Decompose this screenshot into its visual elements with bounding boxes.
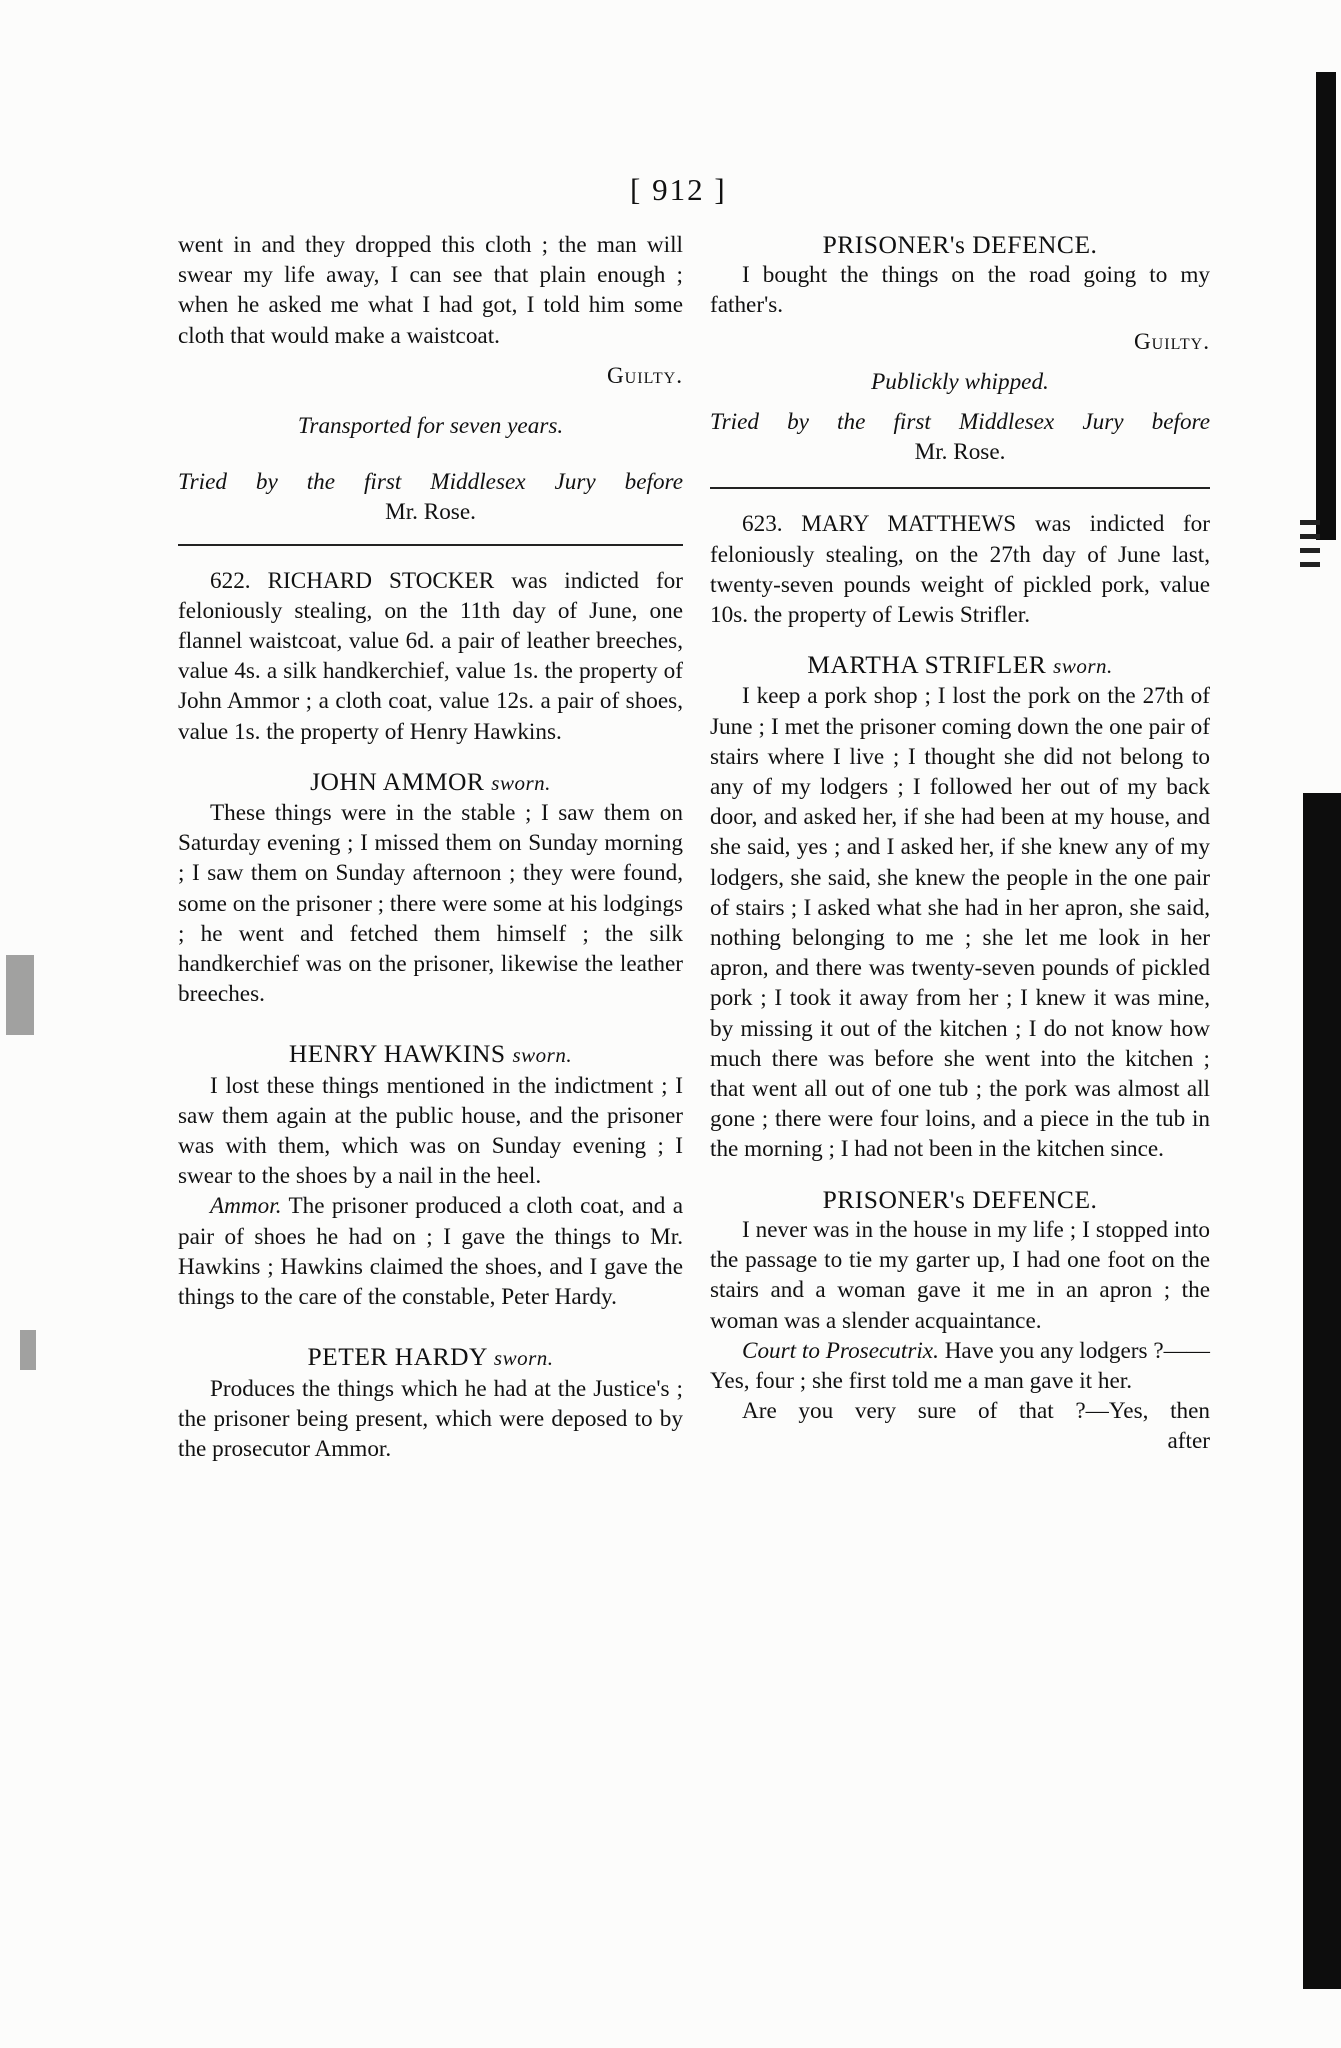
- sentence-transported: Transported for seven years.: [297, 413, 564, 440]
- tried-by-jury-line-1: Tried by the first Middlesex Jury before: [178, 469, 683, 496]
- scan-binding-speck: [20, 1330, 36, 1370]
- statement-text: The prisoner produced a cloth coat, and a pair of shoes he had on ; I gave the things to Mr. Hawkins ; Hawkins claimed the shoes, and I gave the things to the care of the constable, Peter Hardy.: [178, 1193, 683, 1311]
- left-column: [178, 230, 683, 1464]
- scan-edge-mark: [1300, 520, 1320, 525]
- witness-name: MARTHA STRIFLER: [807, 650, 1047, 680]
- prisoner-defence-heading-2: PRISONER's DEFENCE.: [822, 1184, 1098, 1214]
- page-number: [ 912 ]: [630, 172, 727, 207]
- case-622-indictment: 622. RICHARD STOCKER was indicted for feloniously stealing, on the 11th day of June, one flannel waistcoat, value 6d. a pair of leather breeches, value 4s. a silk handkerchief, value 1s. the property of John Ammor ; a cloth coat, value 12s. a pair of shoes, value 1s. the property of Henry Hawkins.: [178, 567, 683, 745]
- verdict-guilty-1: Guilty.: [606, 362, 683, 389]
- scan-edge-mark: [1300, 548, 1320, 553]
- catchword: after: [1167, 1428, 1210, 1455]
- witness-testimony-john-ammor: These things were in the stable ; I saw them on Saturday evening ; I missed them on Sunday morning ; I saw them on Sunday afternoon ; they were found, some on the prisoner ; there were some at his lodgings ; he went and fetched them himself ; the silk handkerchief was on the prisoner, likewise the leather breeches.: [178, 800, 683, 1008]
- sentence-whipped: Publickly whipped.: [871, 368, 1049, 395]
- court-question: [710, 1336, 1210, 1396]
- prisoner-defence-text-2: I never was in the house in my life ; I stopped into the passage to tie my garter up, I had one foot on the stairs and a woman gave it me in an apron ; the woman was a slender acquaintance.: [710, 1216, 1210, 1334]
- witness-heading-peter-hardy: [178, 1342, 683, 1373]
- ammor-statement: [178, 1191, 683, 1312]
- scan-edge-shadow-mid: [1303, 793, 1341, 1989]
- opening-paragraph: went in and they dropped this cloth ; the man will swear my life away, I can see that plain enough ; when he asked me what I had got, I told him some cloth that would make a waistcoat.: [178, 232, 683, 349]
- tried-by-jury-line-1: Tried by the first Middlesex Jury before: [710, 409, 1210, 436]
- witness-testimony-martha-strifler: I keep a pork shop ; I lost the pork on the 27th of June ; I met the prisoner coming down the one pair of stairs where I live ; I thought she did not belong to any of my lodgers ; I followed her out of my back door, and asked her, if she had been at my house, and she said, yes ; and I asked her, if she knew any of my lodgers, she said, she knew the people in the one pair of stairs ; I asked what she had in her apron, she said, nothing belonging to me ; she let me look in her apron, and there was twenty-seven pounds of pickled pork ; I took it away from her ; I knew it was mine, by missing it out of the kitchen ; I do not know how much there was before she went into the kitchen ; that went all out of one tub ; the pork was almost all gone ; there were four loins, and a piece in the tub in the morning ; I had not been in the kitchen since.: [710, 683, 1210, 1163]
- witness-name: JOHN AMMOR: [310, 766, 485, 796]
- scan-edge-mark: [1300, 562, 1320, 567]
- scan-edge-shadow-top: [1316, 72, 1336, 540]
- witness-name: HENRY HAWKINS: [288, 1039, 506, 1069]
- case-623-indictment: 623. MARY MATTHEWS was indicted for feloniously stealing, on the 27th day of June last, twenty-seven pounds weight of pickled pork, value 10s. the property of Lewis Strifler.: [710, 511, 1210, 629]
- prisoner-defence-text-1: I bought the things on the road going to my father's.: [710, 262, 1210, 319]
- verdict-guilty-2: Guilty.: [1133, 328, 1210, 355]
- witness-heading-john-ammor: [178, 767, 683, 798]
- witness-testimony-henry-hawkins: I lost these things mentioned in the indictment ; I saw them again at the public house, and the prisoner was with them, which was on Sunday evening ; I swear to the shoes by a nail in the heel.: [178, 1072, 683, 1190]
- tried-by-jury-line-2: Mr. Rose.: [914, 439, 1006, 466]
- tried-by-jury-line-2: Mr. Rose.: [385, 499, 476, 526]
- speaker-label: Ammor.: [210, 1193, 282, 1220]
- witness-heading-martha-strifler: [710, 650, 1210, 681]
- witness-testimony-peter-hardy: Produces the things which he had at the Justice's ; the prisoner being present, which were deposed to by the prosecutor Ammor.: [178, 1375, 683, 1462]
- witness-name: PETER HARDY: [307, 1342, 488, 1372]
- witness-heading-henry-hawkins: [178, 1039, 683, 1070]
- statement-text: Have you any lodgers ?——Yes, four ; she first told me a man gave it her.: [710, 1337, 1210, 1394]
- scan-edge-mark: [1300, 534, 1320, 539]
- sworn-label: sworn.: [512, 1043, 573, 1068]
- right-column: [710, 230, 1210, 1457]
- prisoner-defence-heading-1: PRISONER's DEFENCE.: [822, 230, 1098, 259]
- sworn-label: sworn.: [1053, 654, 1113, 679]
- sworn-label: sworn.: [491, 770, 551, 795]
- follow-up-question: Are you very sure of that ?—Yes, then: [742, 1398, 1210, 1425]
- sworn-label: sworn.: [493, 1346, 554, 1371]
- speaker-label: Court to Prosecutrix.: [742, 1337, 939, 1364]
- scan-binding-speck: [6, 955, 34, 1035]
